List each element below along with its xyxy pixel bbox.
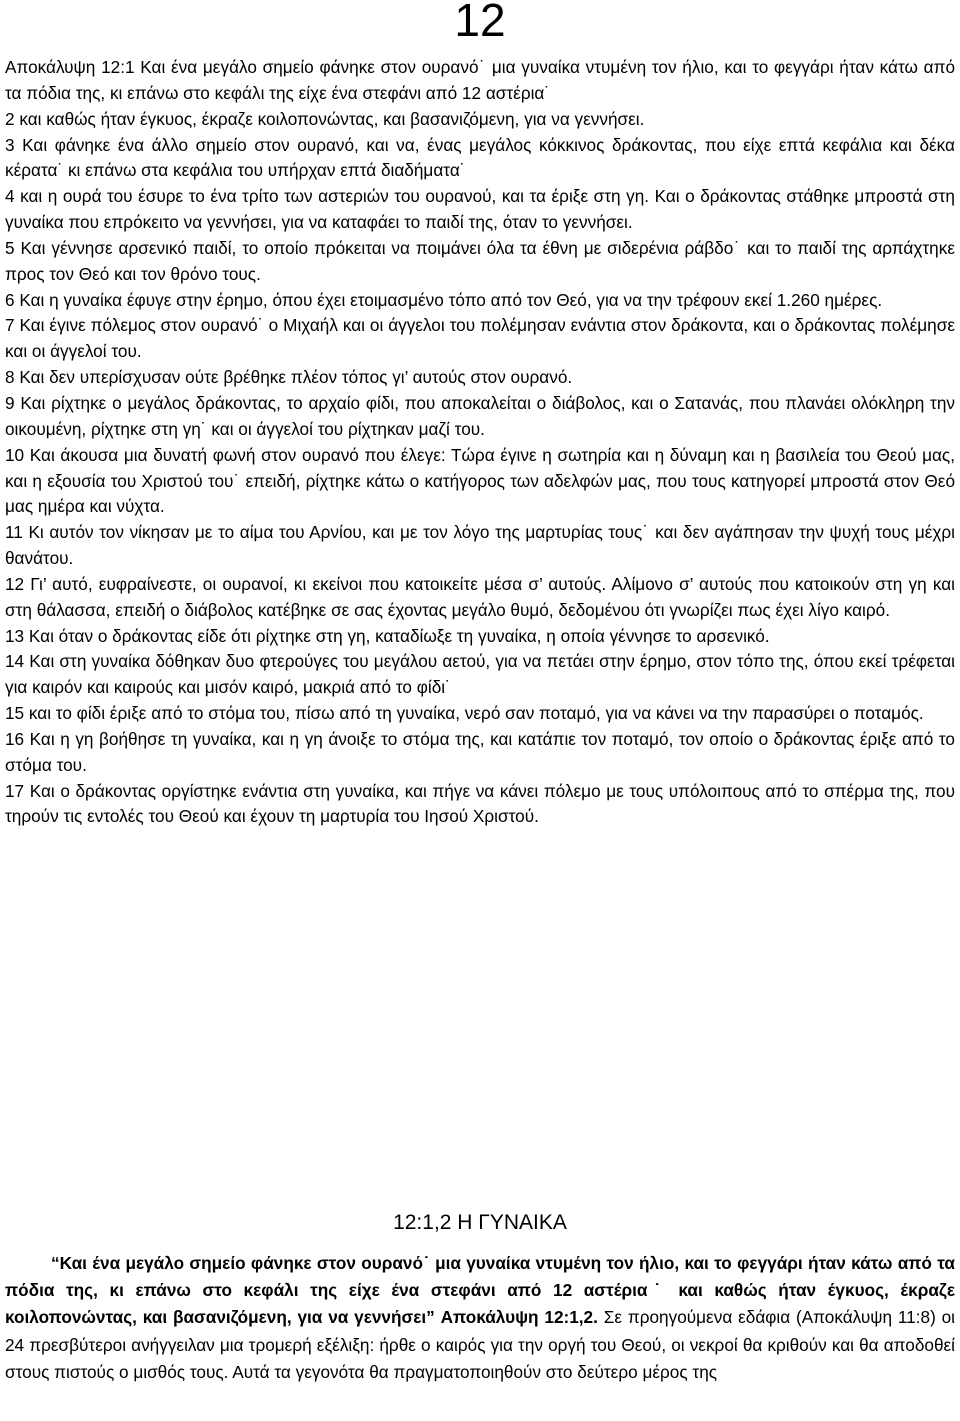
verse-14: 14 Και στη γυναίκα δόθηκαν δυο φτερούγες του μεγάλου αετού, για να πετάει στην έρημο, στον τόπο της, όπου εκεί τρέφεται για καιρόν και καιρούς και μισόν καιρό, μακριά από το φίδι˙ [5,651,955,698]
verse-9: 9 Και ρίχτηκε ο μεγάλος δράκοντας, το αρχαίο φίδι, που αποκαλείται ο διάβολος, και ο Σατανάς, που πλανάει ολόκληρη την οικουμένη, ρίχτηκε στη γη˙ και οι άγγελοί του ρίχτηκαν μαζί του. [5,392,955,439]
verse-3: 3 Και φάνηκε ένα άλλο σημείο στον ουρανό, και να, ένας μεγάλος κόκκινος δράκοντας, που είχε επτά κεφάλια και δέκα κέρατα˙ κι επάνω στα κεφάλια του υπήρχαν επτά διαδήματα˙ [5,134,955,181]
verse-1: Αποκάλυψη 12:1 Και ένα μεγάλο σημείο φάνηκε στον ουρανό˙ μια γυναίκα ντυμένη τον ήλιο, και το φεγγάρι ήταν κάτω από τα πόδια της, κι επάνω στο κεφάλι της είχε ένα στεφάνι από 12 αστέρια˙ [5,57,955,103]
verse-13: 13 Και όταν ο δράκοντας είδε ότι ρίχτηκε στη γη, καταδίωξε τη γυναίκα, η οποία γέννησε το αρσενικό. [5,625,770,646]
section-heading: 12:1,2 Η ΓΥΝΑΙΚΑ [393,1211,567,1234]
commentary-quote: “Και ένα μεγάλο σημείο φάνηκε στον ουρανό˙ μια γυναίκα ντυμένη τον ήλιο, και το φεγγάρι ήταν κάτω από τα πόδια της, κι επάνω στο κεφάλι της είχε ένα στεφάνι από 12 αστέρια˙ και καθώς ήταν έγκυος, έκραζε κοιλοπονώντας, και βασανιζόμενη, για να γεννήσει” [5,1253,955,1328]
chapter-number: 12 [454,0,506,46]
verse-16: 16 Και η γη βοήθησε τη γυναίκα, και η γη άνοιξε το στόμα της, και κατάπιε τον ποταμό, τον οποίο ο δράκοντας έριξε από το στόμα του. [5,728,955,775]
verse-12: 12 Γι’ αυτό, ευφραίνεστε, οι ουρανοί, κι εκείνοι που κατοικείτε μέσα σ’ αυτούς. Αλίμονο σ’ αυτούς που κατοικούν στη γη και στη θάλασσα, επειδή ο διάβολος κατέβηκε σε σας έχοντας μεγάλο θυμό, δεδομένου ότι γνωρίζει πως έχει λίγο καιρό. [5,573,955,620]
verse-list [5,55,955,830]
verse-15: 15 και το φίδι έριξε από το στόμα του, πίσω από τη γυναίκα, νερό σαν ποταμό, για να κάνει να την παρασύρει ο ποταμός. [5,703,924,724]
verse-4: 4 και η ουρά του έσυρε το ένα τρίτο των αστεριών του ουρανού, και τα έριξε στη γη. Και ο δράκοντας στάθηκε μπροστά στη γυναίκα που επρόκειτο να γεννήσει, για να καταφάει το παιδί της, όταν το γεννήσει. [5,186,955,233]
verse-7: 7 Και έγινε πόλεμος στον ουρανό˙ ο Μιχαήλ και οι άγγελοι του πολέμησαν ενάντια στον δράκοντα, και ο δράκοντας πολέμησε και οι άγγελοί του. [5,315,955,362]
verse-5: 5 Και γέννησε αρσενικό παιδί, το οποίο πρόκειται να ποιμάνει όλα τα έθνη με σιδερένια ράβδο˙ και το παιδί της αρπάχτηκε προς τον Θεό και τον θρόνο τους. [5,237,955,284]
verse-10: 10 Και άκουσα μια δυνατή φωνή στον ουρανό που έλεγε: Τώρα έγινε η σωτηρία και η δύναμη και η βασιλεία του Θεού μας, και η εξουσία του Χριστού του˙ επειδή, ρίχτηκε κάτω ο κατήγορος των αδελφών μας, που τους κατηγορεί μπροστά στον Θεό μας ημέρα και νύχτα. [5,444,955,517]
verse-11: 11 Κι αυτόν τον νίκησαν με το αίμα του Αρνίου, και με τον λόγο της μαρτυρίας τους˙ και δεν αγάπησαν την ψυχή τους μέχρι θανάτου. [5,522,955,569]
verse-6: 6 Και η γυναίκα έφυγε στην έρημο, όπου έχει ετοιμασμένο τόπο από τον Θεό, για να την τρέφουν εκεί 1.260 ημέρες. [5,289,883,310]
commentary [5,1250,955,1386]
commentary-reference: Αποκάλυψη 12:1,2. [440,1307,598,1328]
verse-2: 2 και καθώς ήταν έγκυος, έκραζε κοιλοπονώντας, και βασανιζόμενη, για να γεννήσει. [5,108,645,129]
commentary-text: Σε προηγούμενα εδάφια (Αποκάλυψη 11:8) οι 24 πρεσβύτεροι ανήγγειλαν μια τρομερή εξέλιξη: ήρθε ο καιρός για την οργή του Θεού, οι νεκροί θα κριθούν και θα αποδοθεί στους πιστούς ο μισθός τους. Αυτά τα γεγονότα θα πραγματοποιηθούν στο δεύτερο μέρος της [5,1307,956,1382]
commentary-paragraph [5,1250,955,1386]
verse-8: 8 Και δεν υπερίσχυσαν ούτε βρέθηκε πλέον τόπος γι’ αυτούς στον ουρανό. [5,367,573,388]
verse-17: 17 Και ο δράκοντας οργίστηκε ενάντια στη γυναίκα, και πήγε να κάνει πόλεμο με τους υπόλοιπους από το σπέρμα της, που τηρούν τις εντολές του Θεού και έχουν τη μαρτυρία του Ιησού Χριστού. [5,780,955,827]
